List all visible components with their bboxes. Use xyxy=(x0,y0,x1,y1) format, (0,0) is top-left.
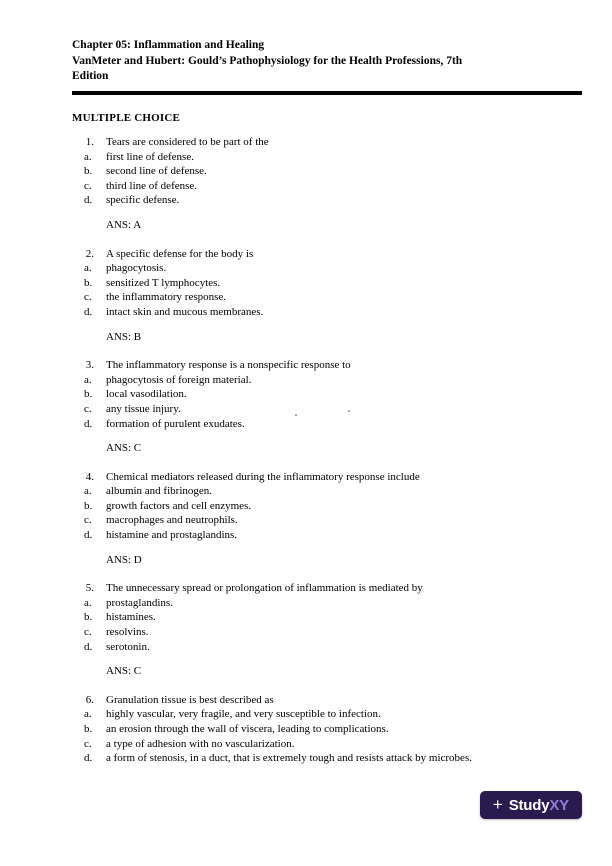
answer-choice xyxy=(72,751,572,766)
document-header xyxy=(72,38,542,85)
choice-text: any tissue injury. xyxy=(106,402,181,415)
plus-icon: + xyxy=(492,795,503,814)
choice-letter: b. xyxy=(84,723,93,735)
choice-text: local vasodilation. xyxy=(106,388,187,401)
answer-choice xyxy=(72,164,572,179)
answer-choice xyxy=(72,513,572,528)
answer-choice xyxy=(72,737,572,752)
choice-text: phagocytosis of foreign material. xyxy=(106,373,252,386)
choice-letter: d. xyxy=(84,194,93,207)
question-stem xyxy=(72,581,572,596)
header-line-edition: Edition xyxy=(72,70,109,82)
choice-letter: b. xyxy=(84,165,93,178)
answer-choice xyxy=(72,387,572,402)
choice-text: a type of adhesion with no vascularization. xyxy=(106,737,295,750)
answer-choice xyxy=(72,640,572,655)
choice-text: growth factors and cell enzymes. xyxy=(106,499,252,512)
section-title: MULTIPLE CHOICE xyxy=(72,112,181,124)
choice-letter: a. xyxy=(84,596,92,609)
question-text: A specific defense for the body is xyxy=(106,247,254,260)
answer-choice xyxy=(72,722,572,737)
choice-letter: b. xyxy=(84,276,93,289)
watermark-name-accent: XY xyxy=(549,796,569,814)
question-stem xyxy=(72,470,572,485)
answer-choice xyxy=(72,528,572,543)
studyxy-watermark[interactable] xyxy=(480,791,582,819)
choice-text: macrophages and neutrophils. xyxy=(106,514,238,527)
choice-letter: a. xyxy=(84,150,92,163)
answer-key: ANS: B xyxy=(106,330,142,343)
question-item xyxy=(72,247,572,345)
choice-letter: c. xyxy=(84,626,92,639)
choice-text: intact skin and mucous membranes. xyxy=(106,305,264,318)
question-item xyxy=(72,470,572,568)
question-stem xyxy=(72,135,572,150)
choice-text: phagocytosis. xyxy=(106,262,167,275)
choice-text: histamines. xyxy=(106,611,156,624)
question-number: 2. xyxy=(85,247,94,260)
question-stem xyxy=(72,358,572,373)
answer-choice xyxy=(72,707,572,722)
answer-choice xyxy=(72,610,572,625)
answer-choice xyxy=(72,596,572,611)
header-divider xyxy=(72,91,582,95)
answer-choice xyxy=(72,193,572,208)
choice-letter: c. xyxy=(84,514,92,527)
watermark-label xyxy=(509,797,569,814)
answer-choice xyxy=(72,373,572,388)
question-stem xyxy=(72,693,572,708)
choice-letter: b. xyxy=(84,499,93,512)
choice-text: an erosion through the wall of viscera, leading to complications. xyxy=(106,723,389,735)
answer-choice xyxy=(72,402,572,417)
choice-text: albumin and fibrinogen. xyxy=(106,485,213,498)
choice-text: histamine and prostaglandins. xyxy=(106,529,238,542)
answer-choice xyxy=(72,625,572,640)
watermark-name-main: Study xyxy=(508,796,550,814)
scan-speck xyxy=(295,414,297,416)
choice-letter: c. xyxy=(84,179,92,192)
question-number: 5. xyxy=(85,582,94,595)
answer-key: ANS: D xyxy=(106,553,142,566)
question-number: 1. xyxy=(85,136,94,148)
answer-choice xyxy=(72,179,572,194)
choice-letter: b. xyxy=(84,388,93,401)
answer-choice xyxy=(72,305,572,320)
answer-choice xyxy=(72,484,572,499)
question-item xyxy=(72,358,572,456)
scan-speck xyxy=(348,410,350,412)
question-text: Granulation tissue is best described as xyxy=(106,693,274,706)
choice-letter: d. xyxy=(84,752,93,765)
question-number: 3. xyxy=(85,359,94,372)
choice-text: resolvins. xyxy=(106,626,149,639)
choice-text: third line of defense. xyxy=(106,179,198,192)
choice-letter: c. xyxy=(84,737,92,750)
choice-text: first line of defense. xyxy=(106,150,194,163)
choice-text: prostaglandins. xyxy=(106,596,173,609)
choice-letter: c. xyxy=(84,291,92,304)
choice-text: serotonin. xyxy=(106,640,150,653)
answer-choice xyxy=(72,499,572,514)
question-text: Chemical mediators released during the inflammatory response include xyxy=(106,470,420,483)
answer-choice xyxy=(72,290,572,305)
choice-letter: a. xyxy=(84,373,92,386)
choice-letter: a. xyxy=(84,708,92,721)
choice-letter: b. xyxy=(84,611,93,624)
choice-text: specific defense. xyxy=(106,194,180,207)
choice-text: the inflammatory response. xyxy=(106,291,227,304)
question-text: The inflammatory response is a nonspecific response to xyxy=(106,359,351,372)
answer-key: ANS: A xyxy=(106,218,142,231)
question-item xyxy=(72,135,572,233)
choice-letter: d. xyxy=(84,529,93,542)
answer-choice xyxy=(72,150,572,165)
choice-text: a form of stenosis, in a duct, that is extremely tough and resists attack by microbes. xyxy=(106,752,472,765)
question-item xyxy=(72,581,572,679)
choice-text: sensitized T lymphocytes. xyxy=(106,276,221,289)
question-text: Tears are considered to be part of the xyxy=(106,136,269,148)
header-line-title: VanMeter and Hubert: Gould’s Pathophysiology for the Health Professions, 7th xyxy=(72,54,463,67)
question-number: 4. xyxy=(85,470,94,483)
answer-choice xyxy=(72,417,572,432)
choice-letter: a. xyxy=(84,485,92,498)
question-item xyxy=(72,693,572,766)
choice-text: second line of defense. xyxy=(106,165,207,178)
choice-letter: a. xyxy=(84,262,92,275)
choice-letter: d. xyxy=(84,305,93,318)
answer-choice xyxy=(72,261,572,276)
choice-text: highly vascular, very fragile, and very susceptible to infection. xyxy=(106,708,381,721)
question-number: 6. xyxy=(85,693,94,706)
header-line-chapter: Chapter 05: Inflammation and Healing xyxy=(72,39,265,51)
answer-key: ANS: C xyxy=(106,442,142,455)
answer-key: ANS: C xyxy=(106,665,142,678)
choice-letter: c. xyxy=(84,402,92,415)
question-stem xyxy=(72,247,572,262)
choice-letter: d. xyxy=(84,417,93,430)
choice-text: formation of purulent exudates. xyxy=(106,417,245,430)
question-text: The unnecessary spread or prolongation of inflammation is mediated by xyxy=(106,582,423,595)
choice-letter: d. xyxy=(84,640,93,653)
answer-choice xyxy=(72,276,572,291)
questions-list xyxy=(72,135,572,780)
